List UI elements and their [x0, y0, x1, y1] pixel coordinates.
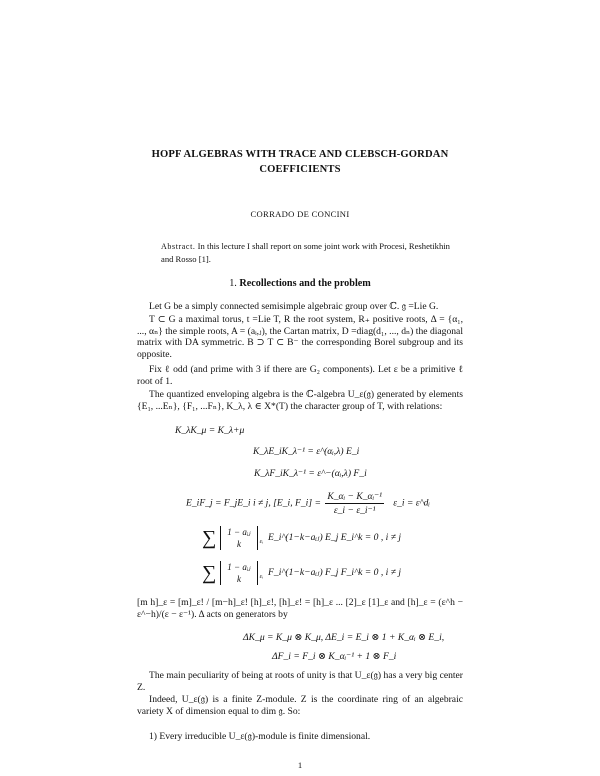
equation-6-body: F_i^(1−k−aᵢⱼ) F_j F_i^k = 0 , i ≠ j	[268, 567, 402, 579]
paragraph-6	[137, 670, 463, 693]
paragraph-1: Let G be a simply connected semisimple algebraic group over ℂ. 𝔤 =Lie G.	[149, 301, 439, 312]
page-number: 1	[297, 760, 303, 770]
sum-symbol: ∑	[202, 561, 217, 584]
section-title: Recollections and the problem	[239, 278, 371, 289]
equation-2: K_λE_iK_λ⁻¹ = ε^(αᵢ,λ) E_i	[253, 446, 360, 457]
equation-4-numerator: K_αᵢ − K_αᵢ⁻¹	[327, 491, 383, 502]
equation-7: ΔK_μ = K_μ ⊗ K_μ, ΔE_i = E_i ⊗ 1 + K_αᵢ ⊗ E_i,	[243, 632, 445, 643]
binomial-subscript: εᵢ	[259, 538, 264, 546]
section-heading	[0, 278, 600, 289]
paragraph-8: 1) Every irreducible U_ε(𝔤)-module is finite dimensional.	[149, 731, 371, 742]
author: CORRADO DE CONCINI	[250, 209, 350, 219]
equation-5-body: E_i^(1−k−aᵢⱼ) E_j E_i^k = 0 , i ≠ j	[268, 532, 402, 544]
equation-3: K_λF_iK_λ⁻¹ = ε^−(αᵢ,λ) F_i	[254, 468, 367, 479]
binomial	[220, 526, 257, 550]
title-line-2: COEFFICIENTS	[259, 164, 341, 175]
paragraph-2: T ⊂ G a maximal torus, t =Lie T, R the root system, R₊ positive roots, Δ = {α₁, ..., αₙ} the simple roots, A = (aᵢ,ⱼ), the Cartan matrix, D =diag(d₁, ..., dₙ) the diagonal matrix with DA symmetric. B ⊃ T ⊂ B⁻ the corresponding Borel subgroup and its opposite.	[137, 314, 463, 360]
sum-symbol: ∑	[202, 526, 217, 549]
equation-1: K_λK_μ = K_λ+μ	[175, 425, 245, 436]
paper-title	[120, 147, 480, 177]
paragraph-3: Fix ℓ odd (and prime with 3 if there are G₂ components). Let ε be a primitive ℓ root of 1.	[137, 364, 463, 387]
binomial-subscript: εᵢ	[259, 573, 264, 581]
title-line-1: HOPF ALGEBRAS WITH TRACE AND CLEBSCH-GORDAN	[151, 149, 449, 160]
binomial-top: 1 − aᵢⱼ	[227, 562, 251, 572]
equation-4-fraction	[325, 491, 384, 516]
section-number: 1.	[229, 278, 237, 289]
equation-4	[186, 491, 430, 516]
equation-4-right: ε_i = ε^dᵢ	[393, 497, 430, 509]
abstract-label: Abstract.	[161, 242, 196, 251]
binomial-bottom: k	[236, 574, 241, 584]
binomial	[220, 561, 257, 585]
equation-4-left: E_iF_j = F_jE_i i ≠ j, [E_i, F_i] =	[186, 497, 321, 509]
equation-6	[202, 561, 401, 585]
equation-5	[202, 526, 401, 550]
binomial-top: 1 − aᵢⱼ	[227, 527, 251, 537]
binomial-bottom: k	[236, 539, 241, 549]
paragraph-7: Indeed, U_ε(𝔤) is a finite Z-module. Z is the coordinate ring of an algebraic variety X of dimension equal to dim 𝔤. So:	[137, 694, 463, 717]
abstract-text: In this lecture I shall report on some joint work with Procesi, Reshetikhin and Rosso [1].	[161, 241, 450, 264]
equation-4-denominator: ε_i − ε_i⁻¹	[333, 505, 376, 516]
paragraph-5: [m h]_ε = [m]_ε! / [m−h]_ε! [h]_ε!, [h]_ε! = [h]_ε ... [2]_ε [1]_ε and [h]_ε = (ε^h − ε^−h)/(ε − ε⁻¹). Δ acts on generators by	[137, 597, 463, 620]
abstract	[161, 240, 451, 266]
paragraph-4: The quantized enveloping algebra is the ℂ-algebra U_ε(𝔤) generated by elements {E₁, ...Eₙ}, {F₁, ...Fₙ}, K_λ, λ ∈ X*(T) the character group of T, with relations:	[137, 389, 463, 412]
paragraph-6-text: The main peculiarity of being at roots of unity is that U_ε(𝔤) has a very big center Z.	[137, 670, 463, 693]
equation-8: ΔF_i = F_i ⊗ K_αᵢ⁻¹ + 1 ⊗ F_i	[272, 651, 397, 662]
